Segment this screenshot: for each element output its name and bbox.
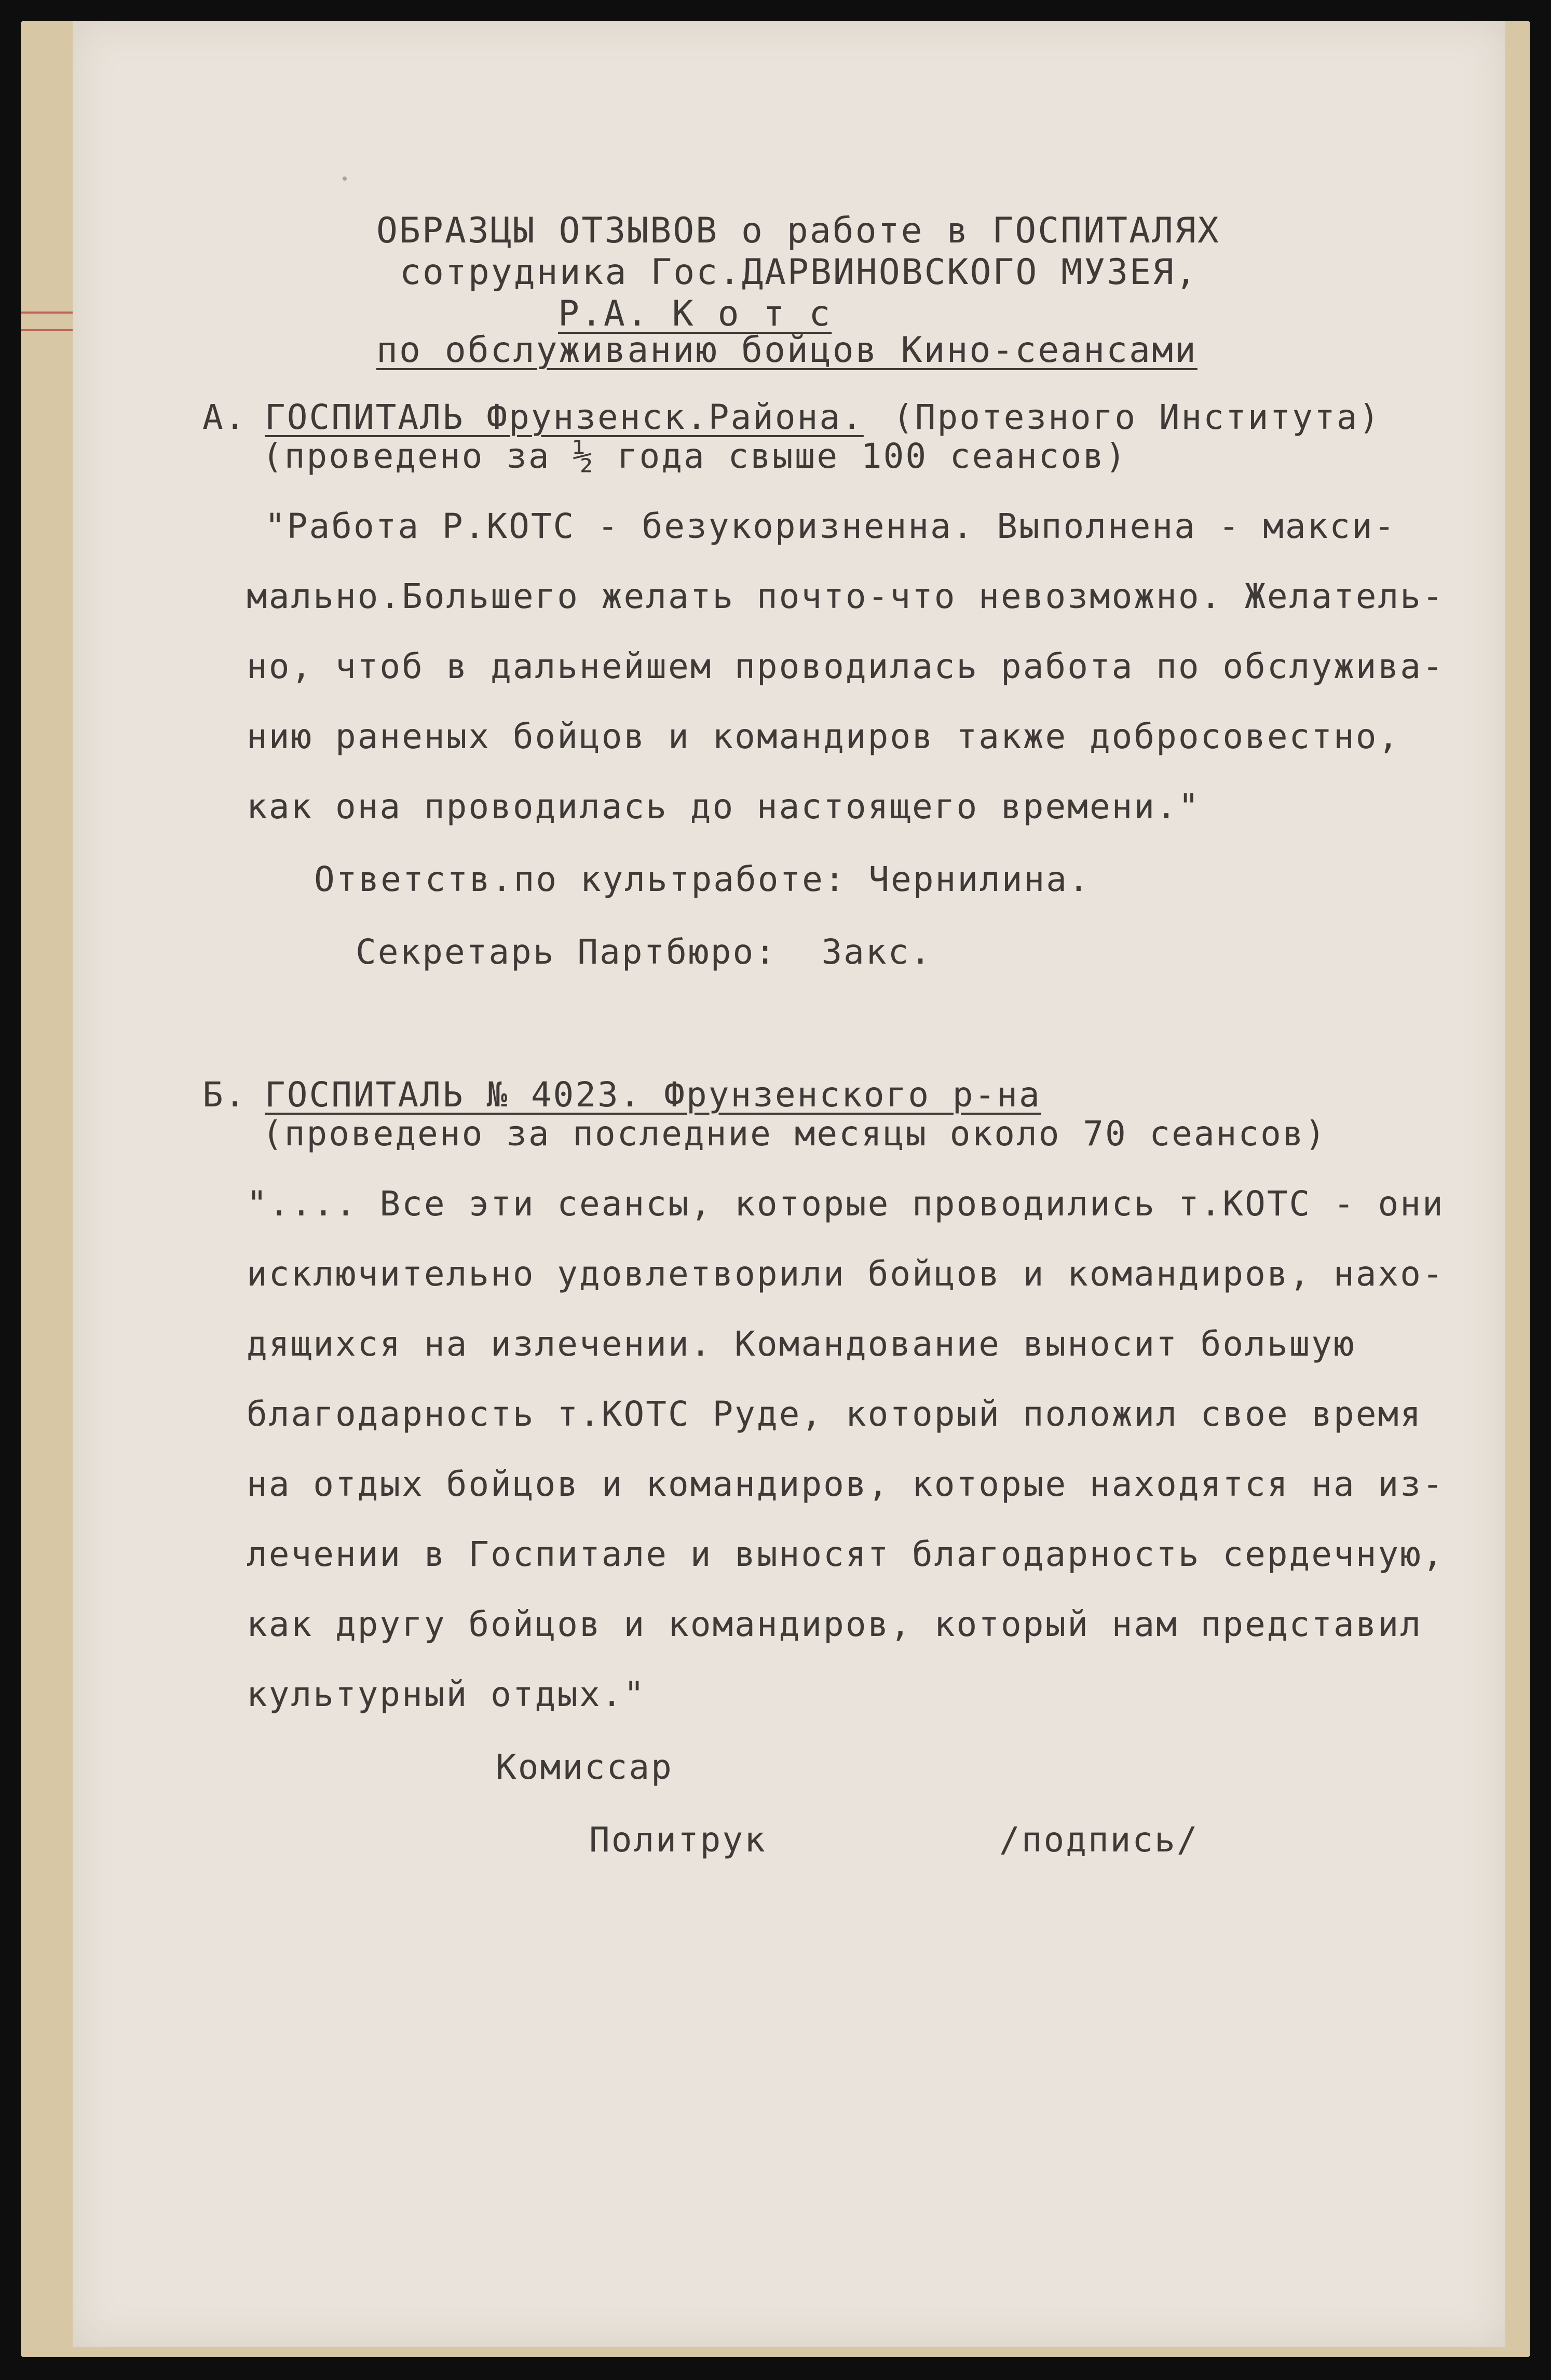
title-line-1: ОБРАЗЦЫ ОТЗЫВОВ о работе в ГОСПИТАЛЯХ [376, 210, 1220, 251]
section-b-quote-line: лечении в Госпитале и выносят благодарность сердечную, [247, 1534, 1445, 1574]
section-a-quote-line: как она проводилась до настоящего времени." [247, 787, 1201, 827]
title-line-3: Р.А. К о т с [558, 293, 832, 334]
section-a-signatory-1: Ответств.по культработе: Чернилина. [314, 859, 1091, 899]
section-b-sessions: (проведено за последние месяцы около 70 сеансов) [262, 1114, 1327, 1154]
title-line-2: сотрудника Гос.ДАРВИНОВСКОГО МУЗЕЯ, [400, 252, 1198, 293]
section-a-quote-line: "Работа Р.КОТС - безукоризненна. Выполнена - макси- [265, 506, 1396, 546]
section-b-hospital: ГОСПИТАЛЬ № 4023. Фрунзенского р-на [265, 1075, 1041, 1115]
section-b-signature-placeholder: /подпись/ [999, 1820, 1199, 1860]
section-a-hospital-note: (Протезного Института) [893, 397, 1381, 437]
section-a-marker: А. [202, 397, 247, 437]
section-b-quote-line: благодарность т.КОТС Руде, который положил свое время [247, 1394, 1422, 1434]
section-b-signatory-politruk: Политрук [589, 1820, 767, 1860]
section-b-quote-line: как другу бойцов и командиров, который нам представил [247, 1604, 1422, 1644]
red-margin-line [21, 312, 73, 314]
title-line-4: по обслуживанию бойцов Кино-сеансами [376, 330, 1198, 371]
typewritten-page [73, 21, 1505, 2347]
section-a-quote-line: нию раненых бойцов и командиров также добросовестно, [247, 716, 1400, 756]
section-a-hospital: ГОСПИТАЛЬ Фрунзенск.Района. [265, 397, 864, 437]
red-margin-line [21, 329, 73, 331]
section-b-quote-line: исключительно удовлетворили бойцов и командиров, нахо- [247, 1254, 1445, 1294]
section-b-signatory-commissar: Комиссар [496, 1747, 673, 1787]
section-a-sessions: (проведено за ½ года свыше 100 сеансов) [262, 436, 1127, 476]
section-b-quote-line: культурный отдых." [247, 1674, 646, 1714]
section-b-quote-line: дящихся на излечении. Командование выносит большую [247, 1324, 1356, 1364]
section-a-quote-line: мально.Большего желать почто-что невозможно. Желатель- [247, 576, 1445, 616]
ink-dot [343, 177, 347, 181]
section-a-signatory-2: Секретарь Партбюро: Закс. [356, 932, 933, 972]
section-b-quote-line: ".... Все эти сеансы, которые проводились т.КОТС - они [247, 1184, 1445, 1224]
section-a-quote-line: но, чтоб в дальнейшем проводилась работа по обслужива- [247, 646, 1445, 686]
section-b-quote-line: на отдых бойцов и командиров, которые находятся на из- [247, 1464, 1445, 1504]
section-b-marker: Б. [202, 1075, 247, 1115]
